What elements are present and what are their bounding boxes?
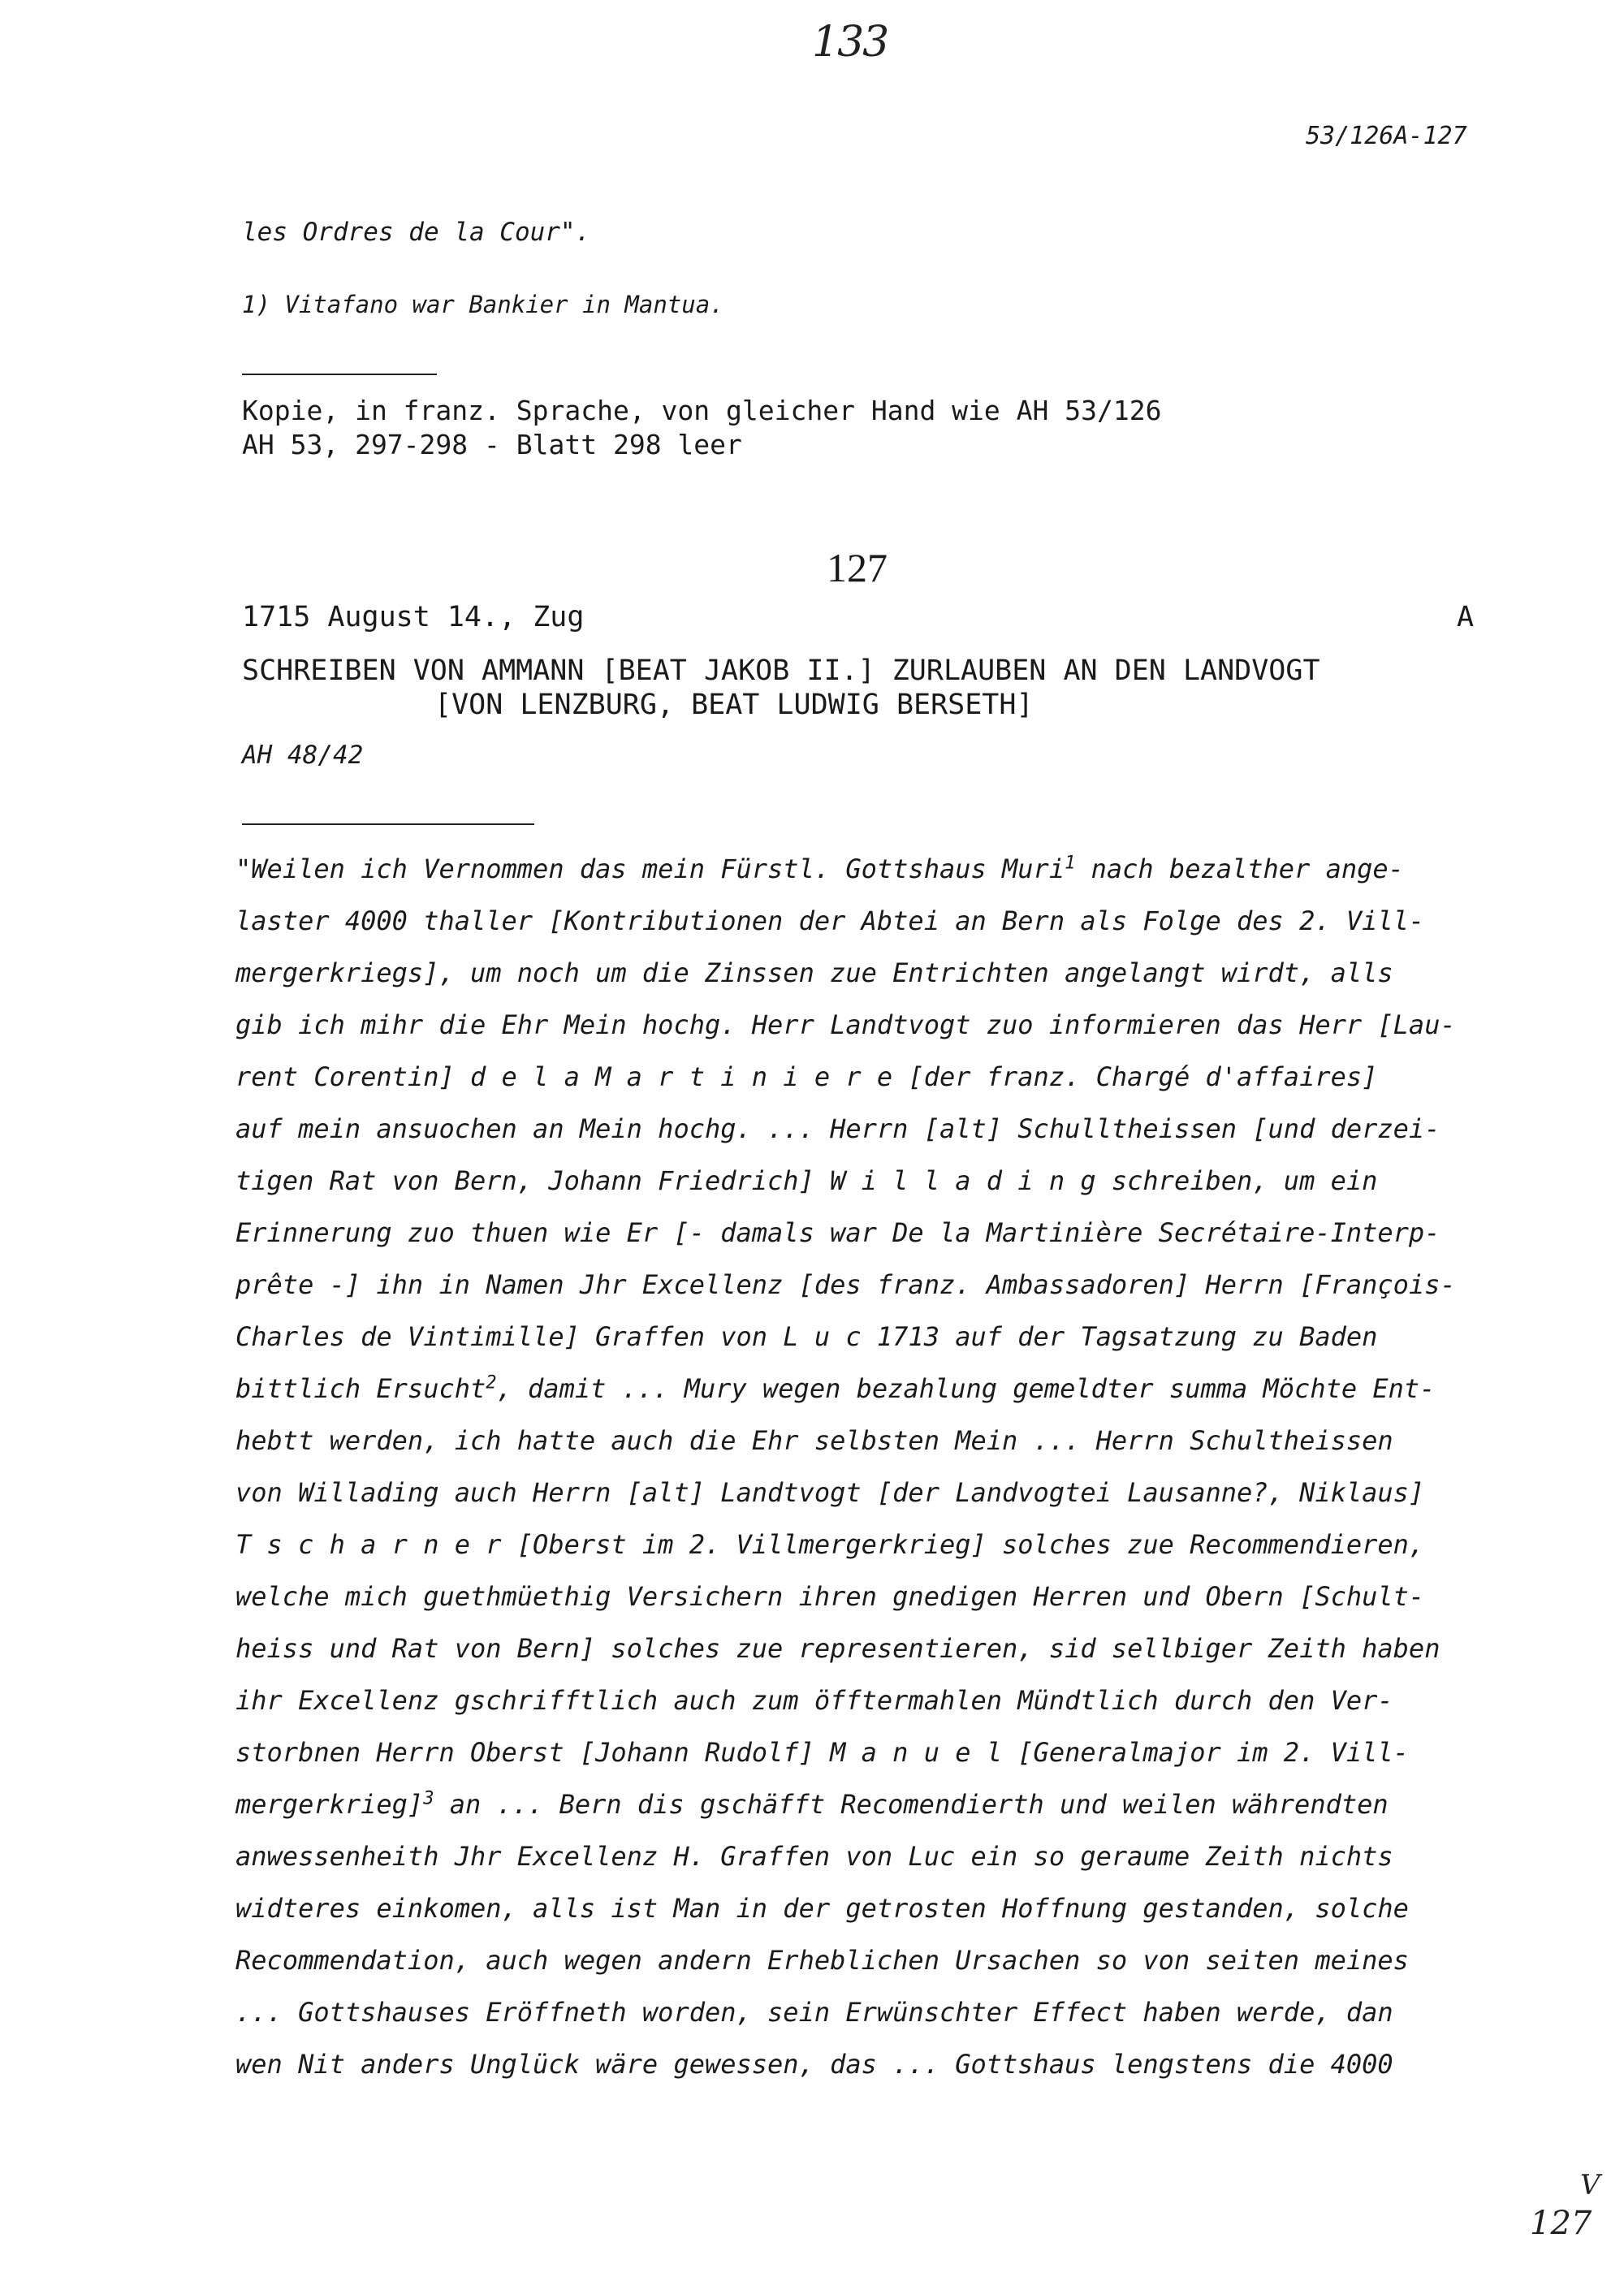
body-line-text: rent Corentin] d e l a M a r t i n i e r e [der franz. Chargé d'affaires] [235,1061,1378,1092]
body-line-text: Erinnerung zuo thuen wie Er [- damals war De la Martinière Secrétaire-Interp- [235,1217,1440,1248]
body-line-text: , damit ... Mury wegen bezahlung gemeldter summa Möchte Ent- [496,1373,1436,1404]
body-line [235,1882,1518,1934]
body-line [235,999,1518,1051]
body-line [235,1519,1518,1571]
corner-mark-number: 127 [1530,2205,1592,2242]
footnote-marker: 1 [1065,853,1076,874]
body-line [235,1830,1518,1882]
document-title-line1: SCHREIBEN VON AMMANN [BEAT JAKOB II.] ZURLAUBEN AN DEN LANDVOGT [242,655,1320,687]
body-line [235,1207,1518,1259]
document-title-line2: [VON LENZBURG, BEAT LUDWIG BERSETH] [434,689,1034,721]
body-line-text: storbnen Herrn Oberst [Johann Rudolf] M a n u e l [Generalmajor im 2. Vill- [235,1737,1409,1768]
archive-reference: AH 48/42 [242,741,364,770]
document-date-place: 1715 August 14., Zug [242,601,585,633]
checkmark-icon: V [1580,2169,1600,2201]
footnote-marker: 2 [486,1372,497,1393]
body-line [235,1103,1518,1155]
body-line-text: prête -] ihn in Namen Jhr Excellenz [des franz. Ambassadoren] Herrn [François- [235,1269,1456,1300]
body-line-text: nach bezalther ange- [1075,853,1404,884]
body-line-text: wen Nit anders Unglück wäre gewessen, das ... Gottshaus lengstens die 4000 [235,2049,1393,2080]
body-line-text: Charles de Vintimille] Graffen von L u c 1713 auf der Tagsatzung zu Baden [235,1321,1378,1352]
body-line-text: ihr Excellenz gschrifftlich auch zum öfftermahlen Mündtlich durch den Ver- [235,1685,1393,1716]
body-line [235,947,1518,999]
body-line-text: anwessenheith Jhr Excellenz H. Graffen von Luc ein so geraume Zeith nichts [235,1841,1393,1872]
body-line-text: ... Gottshauses Eröffneth worden, sein Erwünschter Effect haben werde, dan [235,1997,1393,2028]
body-line [235,1778,1518,1830]
body-line-text: heiss und Rat von Bern] solches zue representieren, sid sellbiger Zeith haben [235,1633,1440,1664]
body-line [235,1155,1518,1207]
body-line-text: mergerkrieg] [235,1789,424,1820]
body-line-text: T s c h a r n e r [Oberst im 2. Villmergerkrieg] solches zue Recommendieren, [235,1529,1425,1560]
body-line-text: auf mein ansuochen an Mein hochg. ... Herrn [alt] Schulltheissen [und derzei- [235,1113,1440,1144]
corner-handwritten-mark [1530,2169,1600,2242]
body-line-text: widteres einkomen, alls ist Man in der getrosten Hoffnung gestanden, solche [235,1893,1409,1924]
reference-code: 53/126A-127 [1306,122,1467,150]
body-line [235,1674,1518,1726]
body-line [235,1415,1518,1467]
body-line-text: gib ich mihr die Ehr Mein hochg. Herr Landtvogt zuo informieren das Herr [Lau- [235,1009,1456,1040]
body-line [235,1986,1518,2038]
body-line-text: bittlich Ersucht [235,1373,486,1404]
body-line [235,895,1518,947]
body-line-text: "Weilen ich Vernommen das mein Fürstl. Gottshaus Muri [235,853,1065,884]
footnote-marker: 3 [423,1788,434,1809]
previous-footnote: 1) Vitafano war Bankier in Mantua. [242,291,724,318]
body-line [235,1726,1518,1778]
body-line-text: tigen Rat von Bern, Johann Friedrich] W i l l a d i n g schreiben, um ein [235,1165,1378,1196]
body-line-text: Recommendation, auch wegen andern Erheblichen Ursachen so von seiten meines [235,1945,1409,1976]
letter-body [235,843,1518,2090]
body-line [235,1622,1518,1674]
body-line [235,1311,1518,1363]
body-line-text: an ... Bern dis gschäfft Recomendierth und weilen währendten [434,1789,1389,1820]
body-line [235,1363,1518,1415]
body-line-text: laster 4000 thaller [Kontributionen der Abtei an Bern als Folge des 2. Vill- [235,905,1425,936]
body-line [235,1571,1518,1622]
body-line [235,2038,1518,2090]
body-line-text: hebtt werden, ich hatte auch die Ehr selbsten Mein ... Herrn Schultheissen [235,1425,1393,1456]
document-type-letter: A [1457,601,1475,633]
footnote-divider [242,374,437,375]
previous-source-line1: Kopie, in franz. Sprache, von gleicher Hand wie AH 53/126 [242,395,1162,426]
body-line [235,1259,1518,1311]
body-line [235,1467,1518,1519]
body-divider [242,823,534,825]
handwritten-page-number: 133 [812,18,888,67]
body-line [235,1934,1518,1986]
previous-source-line2: AH 53, 297-298 - Blatt 298 leer [242,429,742,460]
body-line-text: welche mich guethmüethig Versichern ihren gnedigen Herren und Obern [Schult- [235,1581,1425,1612]
body-line-text: mergerkriegs], um noch um die Zinssen zue Entrichten angelangt wirdt, alls [235,957,1393,988]
document-number: 127 [827,545,888,590]
previous-closing-line: les Ordres de la Cour". [242,218,591,247]
body-line [235,1051,1518,1103]
body-line [235,843,1518,895]
body-line-text: von Willading auch Herrn [alt] Landtvogt [der Landvogtei Lausanne?, Niklaus] [235,1477,1425,1508]
